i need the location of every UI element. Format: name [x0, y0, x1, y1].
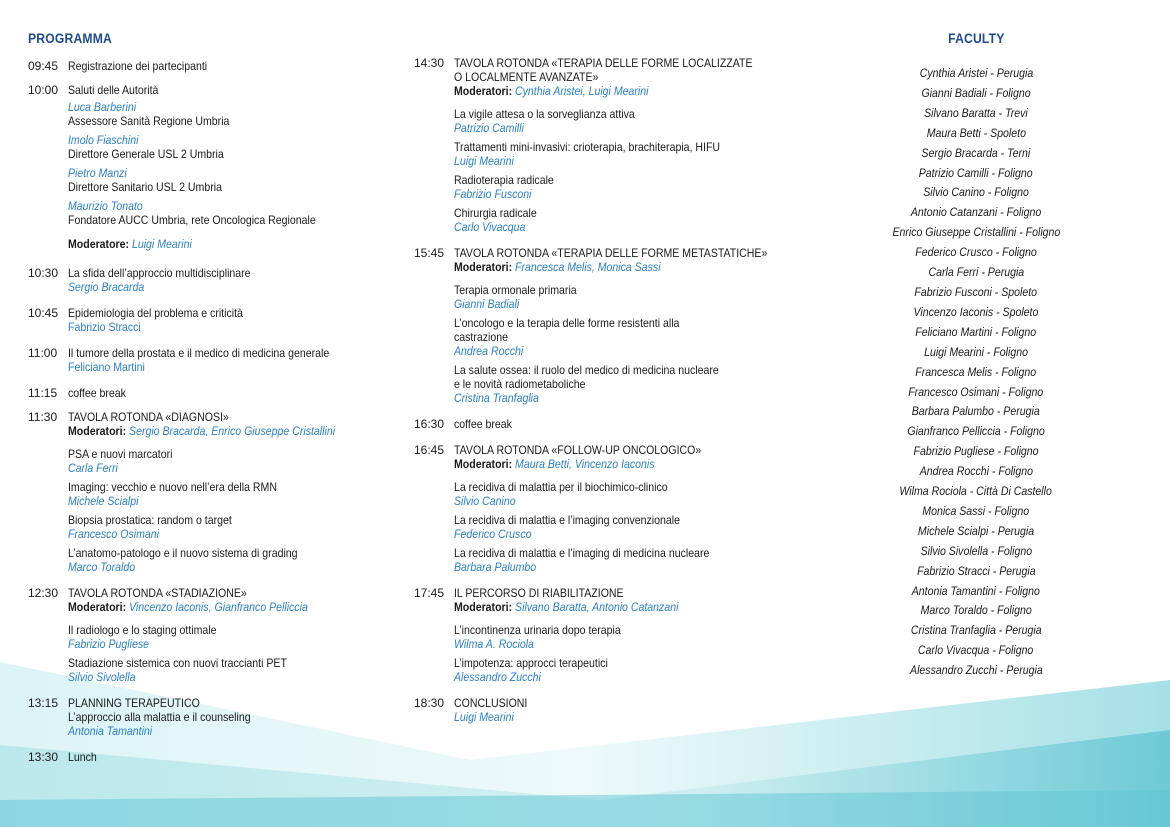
- talk-title: La salute ossea: il ruolo del medico di medicina nucleare: [454, 363, 719, 377]
- talk-item: [454, 480, 814, 508]
- speaker-name: Sergio Bracarda: [68, 280, 145, 294]
- session-title: TAVOLA ROTONDA «DIAGNOSI»: [68, 410, 229, 424]
- faculty-member: [856, 621, 1096, 641]
- speaker-name: Luigi Mearini: [454, 154, 514, 168]
- speaker-name: Cristina Tranfaglia: [454, 391, 539, 405]
- moderators-line: [454, 600, 771, 614]
- speaker-name: Federico Crusco: [454, 527, 532, 541]
- faculty-member: [856, 582, 1096, 602]
- schedule-entry: [414, 696, 814, 724]
- talk-item: [454, 513, 814, 541]
- talk-item: [68, 199, 398, 227]
- faculty-member: [856, 104, 1096, 124]
- speaker-role: Assessore Sanità Regione Umbria: [68, 114, 230, 128]
- faculty-member: [856, 442, 1096, 462]
- session-title: coffee break: [454, 417, 512, 431]
- talk-item: [68, 133, 398, 161]
- faculty-member: [856, 383, 1096, 403]
- talk-item: [68, 546, 398, 574]
- moderators-label: Moderatori:: [454, 457, 513, 471]
- moderators-line: [454, 457, 771, 471]
- faculty-member: [856, 661, 1096, 681]
- faculty-member-name: Barbara Palumbo - Perugia: [912, 404, 1040, 419]
- session-time: 16:45: [414, 443, 445, 457]
- faculty-member: [856, 124, 1096, 144]
- faculty-member-name: Fabrizio Stracci - Perugia: [916, 563, 1036, 578]
- faculty-member-name: Fabrizio Pugliese - Foligno: [913, 444, 1039, 459]
- session-title: TAVOLA ROTONDA «FOLLOW-UP ONCOLOGICO»: [454, 443, 702, 457]
- speaker-name: Antonia Tamantini: [68, 724, 153, 738]
- moderators-label: Moderatori:: [454, 600, 513, 614]
- schedule-entry: [28, 386, 398, 400]
- faculty-member-name: Silvio Sivolella - Foligno: [920, 543, 1032, 558]
- moderator-names: Francesca Melis, Monica Sassi: [515, 260, 661, 274]
- faculty-member-name: Silvio Canino - Foligno: [923, 185, 1029, 200]
- faculty-member-name: Luigi Mearini - Foligno: [924, 344, 1028, 359]
- faculty-member-name: Antonia Tamantini - Foligno: [911, 583, 1041, 598]
- speaker-name: Carla Ferri: [68, 461, 118, 475]
- session-title: IL PERCORSO DI RIABILITAZIONE: [454, 586, 624, 600]
- session-time: 11:00: [28, 346, 58, 360]
- session-body: [454, 696, 814, 724]
- session-body: [68, 306, 398, 334]
- faculty-heading: FACULTY: [947, 31, 1005, 46]
- session-title: La sfida dell’approccio multidisciplinare: [68, 266, 251, 280]
- faculty-member: [856, 363, 1096, 383]
- session-time: 14:30: [414, 56, 445, 70]
- session-body: [454, 586, 814, 684]
- faculty-member-name: Carla Ferri - Perugia: [928, 265, 1024, 280]
- moderator-names: Vincenzo Iaconis, Gianfranco Pelliccia: [129, 600, 308, 614]
- schedule-entry: [28, 346, 398, 374]
- faculty-member-name: Andrea Rocchi - Foligno: [919, 464, 1033, 479]
- moderators-label: Moderatore:: [68, 237, 130, 251]
- faculty-member-name: Monica Sassi - Foligno: [922, 503, 1030, 518]
- talk-item: [454, 656, 814, 684]
- talk-item: [68, 480, 398, 508]
- faculty-member: [856, 502, 1096, 522]
- session-time: 17:45: [414, 586, 445, 600]
- faculty-member: [856, 203, 1096, 223]
- session-body: [68, 696, 398, 738]
- schedule-entry: [28, 83, 398, 251]
- session-time: 16:30: [414, 417, 445, 431]
- moderator-names: Luigi Mearini: [131, 237, 192, 251]
- talk-item: [68, 100, 398, 128]
- session-title: Lunch: [68, 750, 97, 764]
- speaker-role: Fondatore AUCC Umbria, rete Oncologica Regionale: [68, 213, 316, 227]
- program-middle-column: [414, 56, 814, 724]
- faculty-member-name: Gianfranco Pelliccia - Foligno: [907, 424, 1045, 439]
- session-time: 13:30: [28, 750, 59, 764]
- talk-title: Biopsia prostatica: random o target: [68, 513, 232, 527]
- talk-list: [68, 623, 398, 684]
- talk-item: [454, 107, 814, 135]
- session-title: TAVOLA ROTONDA «TERAPIA DELLE FORME METASTATICHE»: [454, 246, 768, 260]
- schedule-entry: [414, 586, 814, 684]
- faculty-member-name: Gianni Badiali - Foligno: [921, 85, 1031, 100]
- speaker-name: Feliciano Martini: [68, 360, 145, 374]
- session-title: Il tumore della prostata e il medico di medicina generale: [68, 346, 330, 360]
- faculty-member: [856, 462, 1096, 482]
- talk-title: L’incontinenza urinaria dopo terapia: [454, 623, 621, 637]
- talk-list: [454, 623, 814, 684]
- session-time: 10:45: [28, 306, 59, 320]
- faculty-member: [856, 422, 1096, 442]
- session-title: TAVOLA ROTONDA «STADIAZIONE»: [68, 586, 247, 600]
- moderators-label: Moderatori:: [454, 260, 513, 274]
- schedule-entry: [28, 59, 398, 73]
- session-time: 09:45: [28, 59, 59, 73]
- faculty-member-name: Cynthia Aristei - Perugia: [919, 66, 1033, 80]
- faculty-member-name: Fabrizio Fusconi - Spoleto: [914, 284, 1038, 299]
- faculty-member-name: Antonio Catanzani - Foligno: [910, 205, 1042, 220]
- faculty-member: [856, 402, 1096, 422]
- faculty-member-name: Federico Crusco - Foligno: [915, 245, 1037, 260]
- speaker-name: Patrizio Camilli: [454, 121, 524, 135]
- talk-item: [68, 166, 398, 194]
- faculty-member-name: Cristina Tranfaglia - Perugia: [910, 623, 1042, 638]
- talk-title: L’anatomo-patologo e il nuovo sistema di grading: [68, 546, 298, 560]
- talk-title: PSA e nuovi marcatori: [68, 447, 173, 461]
- speaker-name: Alessandro Zucchi: [454, 670, 541, 684]
- session-body: [68, 586, 398, 684]
- session-time: 10:00: [28, 83, 59, 97]
- talk-title: L’oncologo e la terapia delle forme resistenti alla: [454, 316, 680, 330]
- moderator-names: Maura Betti, Vincenzo Iaconis: [515, 457, 655, 471]
- session-title: Saluti delle Autorità: [68, 83, 159, 97]
- moderator-names: Sergio Bracarda, Enrico Giuseppe Cristallini: [129, 424, 336, 438]
- speaker-name: Fabrizio Stracci: [68, 320, 141, 334]
- talk-item: [454, 546, 814, 574]
- schedule-entry: [414, 443, 814, 574]
- session-time: 11:30: [28, 410, 58, 424]
- faculty-member: [856, 164, 1096, 184]
- session-body: [68, 750, 398, 764]
- speaker-name: Carlo Vivacqua: [454, 220, 526, 234]
- faculty-member-name: Marco Toraldo - Foligno: [920, 603, 1032, 618]
- faculty-member-name: Francesco Osimani - Foligno: [908, 384, 1044, 399]
- talk-item: [454, 206, 814, 234]
- faculty-member-name: Alessandro Zucchi - Perugia: [909, 663, 1043, 678]
- talk-title: Imaging: vecchio e nuovo nell’era della RMN: [68, 480, 277, 494]
- session-body: [68, 386, 398, 400]
- session-title: Registrazione dei partecipanti: [68, 59, 208, 73]
- talk-item: [454, 623, 814, 651]
- talk-title: La recidiva di malattia e l’imaging di medicina nucleare: [454, 546, 710, 560]
- session-title: PLANNING TERAPEUTICO: [68, 696, 200, 710]
- session-time: 15:45: [414, 246, 445, 260]
- faculty-member-name: Feliciano Martini - Foligno: [915, 324, 1037, 339]
- talk-title: Trattamenti mini-invasivi: crioterapia, brachiterapia, HIFU: [454, 140, 721, 154]
- speaker-role: Direttore Generale USL 2 Umbria: [68, 147, 224, 161]
- faculty-member: [856, 542, 1096, 562]
- moderators-line: [68, 237, 358, 251]
- talk-list: [68, 447, 398, 574]
- faculty-member: [856, 283, 1096, 303]
- talk-item: [68, 656, 398, 684]
- talk-title: L’impotenza: approcci terapeutici: [454, 656, 608, 670]
- faculty-member-name: Vincenzo Iaconis - Spoleto: [913, 304, 1039, 319]
- speaker-name: Silvio Sivolella: [68, 670, 136, 684]
- talk-item: [68, 623, 398, 651]
- talk-title: Stadiazione sistemica con nuovi traccianti PET: [68, 656, 287, 670]
- session-title-line2: L’approccio alla malattia e il counseling: [68, 710, 251, 724]
- schedule-entry: [28, 410, 398, 574]
- schedule-list: [414, 56, 814, 724]
- session-body: [454, 56, 814, 234]
- faculty-member: [856, 263, 1096, 283]
- schedule-entry: [28, 266, 398, 294]
- talk-item: [454, 283, 814, 311]
- faculty-member: [856, 243, 1096, 263]
- speaker-name: Marco Toraldo: [68, 560, 136, 574]
- program-heading: PROGRAMMA: [28, 31, 112, 46]
- talk-title-line2: castrazione: [454, 330, 509, 344]
- moderators-line: [68, 424, 358, 438]
- moderators-label: Moderatori:: [68, 600, 127, 614]
- talk-list: [454, 107, 814, 234]
- schedule-entry: [414, 56, 814, 234]
- speaker-name: Pietro Manzi: [68, 166, 127, 180]
- session-title: CONCLUSIONI: [454, 696, 528, 710]
- faculty-member-name: Patrizio Camilli - Foligno: [919, 165, 1033, 180]
- talk-title: Il radiologo e lo staging ottimale: [68, 623, 217, 637]
- schedule-list: [28, 59, 398, 764]
- schedule-entry: [28, 750, 398, 764]
- talk-title: La recidiva di malattia per il biochimico-clinico: [454, 480, 668, 494]
- faculty-member: [856, 84, 1096, 104]
- faculty-member-name: Michele Scialpi - Perugia: [917, 523, 1035, 538]
- session-body: [68, 266, 398, 294]
- talk-title: La recidiva di malattia e l’imaging convenzionale: [454, 513, 680, 527]
- schedule-entry: [28, 696, 398, 738]
- session-time: 12:30: [28, 586, 59, 600]
- faculty-member: [856, 522, 1096, 542]
- faculty-member-name: Carlo Vivacqua - Foligno: [918, 643, 1034, 658]
- moderators-label: Moderatori:: [68, 424, 127, 438]
- moderators-label: Moderatori:: [454, 84, 513, 98]
- speaker-name: Michele Scialpi: [68, 494, 139, 508]
- session-body: [68, 410, 398, 574]
- faculty-member: [856, 641, 1096, 661]
- faculty-list: [856, 64, 1096, 681]
- faculty-member-name: Wilma Rociola - Città Di Castello: [899, 484, 1053, 499]
- faculty-member: [856, 343, 1096, 363]
- speaker-name: Francesco Osimani: [68, 527, 159, 541]
- speaker-name: Barbara Palumbo: [454, 560, 537, 574]
- speaker-name: Fabrizio Pugliese: [68, 637, 150, 651]
- session-title: coffee break: [68, 386, 126, 400]
- session-title: TAVOLA ROTONDA «TERAPIA DELLE FORME LOCALIZZATE: [454, 56, 753, 70]
- schedule-entry: [28, 306, 398, 334]
- session-body: [454, 443, 814, 574]
- session-time: 11:15: [28, 386, 58, 400]
- session-body: [68, 83, 398, 251]
- talk-item: [68, 513, 398, 541]
- talk-item: [454, 363, 814, 405]
- faculty-member: [856, 323, 1096, 343]
- schedule-entry: [28, 586, 398, 684]
- talk-title-line2: e le novità radiometaboliche: [454, 377, 586, 391]
- session-title: Epidemiologia del problema e criticità: [68, 306, 243, 320]
- talk-list: [68, 100, 398, 227]
- faculty-member: [856, 144, 1096, 164]
- faculty-member-name: Sergio Bracarda - Terni: [921, 145, 1031, 160]
- talk-title: Chirurgia radicale: [454, 206, 537, 220]
- schedule-entry: [414, 417, 814, 431]
- moderators-line: [68, 600, 358, 614]
- session-body: [68, 59, 398, 73]
- faculty-member: [856, 64, 1096, 84]
- talk-title: Terapia ormonale primaria: [454, 283, 577, 297]
- session-time: 10:30: [28, 266, 59, 280]
- faculty-column: [856, 30, 1096, 681]
- speaker-name: Fabrizio Fusconi: [454, 187, 532, 201]
- speaker-name: Andrea Rocchi: [454, 344, 524, 358]
- faculty-member-name: Francesca Melis - Foligno: [915, 364, 1037, 379]
- faculty-member: [856, 223, 1096, 243]
- talk-title: Radioterapia radicale: [454, 173, 554, 187]
- faculty-member: [856, 482, 1096, 502]
- speaker-name: Wilma A. Rociola: [454, 637, 534, 651]
- speaker-role: Direttore Sanitario USL 2 Umbria: [68, 180, 222, 194]
- session-body: [68, 346, 398, 374]
- speaker-name: Silvio Canino: [454, 494, 516, 508]
- talk-list: [454, 283, 814, 405]
- faculty-member: [856, 183, 1096, 203]
- moderator-names: Cynthia Aristei, Luigi Mearini: [515, 84, 649, 98]
- moderators-line: [454, 260, 771, 274]
- speaker-name: Maurizio Tonato: [68, 199, 143, 213]
- talk-item: [454, 316, 814, 358]
- session-body: [454, 246, 814, 405]
- moderators-line: [454, 84, 771, 98]
- faculty-member: [856, 303, 1096, 323]
- program-left-column: [28, 31, 398, 764]
- faculty-member-name: Silvano Baratta - Trevi: [924, 105, 1028, 120]
- faculty-member: [856, 601, 1096, 621]
- faculty-member: [856, 562, 1096, 582]
- session-title-line2: O LOCALMENTE AVANZATE»: [454, 70, 599, 84]
- talk-item: [454, 140, 814, 168]
- speaker-name: Gianni Badiali: [454, 297, 520, 311]
- moderator-names: Silvano Baratta, Antonio Catanzani: [515, 600, 679, 614]
- speaker-name: Luigi Mearini: [454, 710, 514, 724]
- session-body: [454, 417, 814, 431]
- talk-item: [68, 447, 398, 475]
- talk-list: [454, 480, 814, 574]
- talk-title: La vigile attesa o la sorveglianza attiva: [454, 107, 635, 121]
- speaker-name: Imolo Fiaschini: [68, 133, 139, 147]
- faculty-member-name: Enrico Giuseppe Cristallini - Foligno: [892, 225, 1060, 240]
- faculty-member-name: Maura Betti - Spoleto: [926, 125, 1026, 140]
- session-time: 18:30: [414, 696, 445, 710]
- schedule-entry: [414, 246, 814, 405]
- session-time: 13:15: [28, 696, 59, 710]
- speaker-name: Luca Barberini: [68, 100, 137, 114]
- talk-item: [454, 173, 814, 201]
